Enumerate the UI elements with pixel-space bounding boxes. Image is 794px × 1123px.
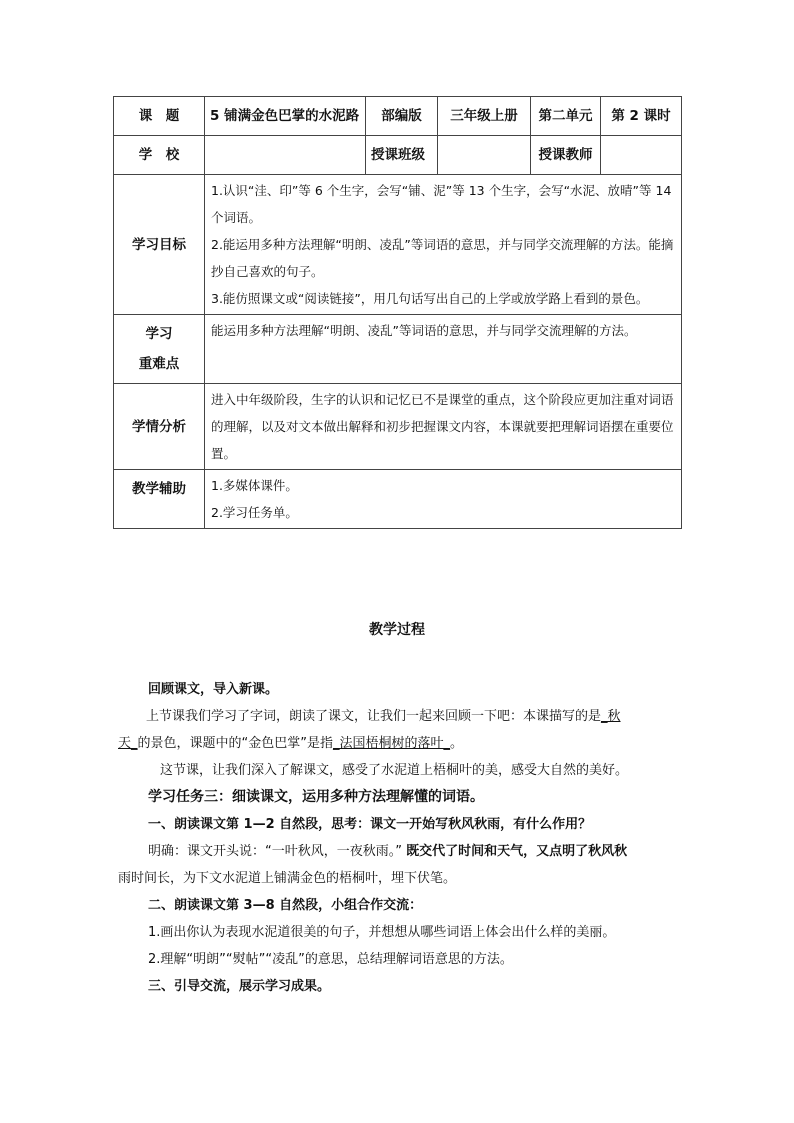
goal-item: 1.认识“洼、印”等 6 个生字，会写“铺、泥”等 13 个生字，会写“水泥、放晴”等 14 个词语。 xyxy=(211,183,672,225)
table-row xyxy=(114,315,682,384)
review-paragraph-cont xyxy=(118,730,684,757)
answer-text-a: 明确：课文开头说：“一叶秋风，一夜秋雨。” xyxy=(148,844,402,859)
school-label: 学 校 xyxy=(114,136,205,175)
question-1-answer-cont: 雨时间长，为下文水泥道上铺满金色的梧桐叶，埋下伏笔。 xyxy=(118,871,457,886)
question-1: 一、朗读课文第 1—2 自然段，思考：课文一开始写秋风秋雨，有什么作用？ xyxy=(148,817,592,832)
difficulty-label xyxy=(114,315,205,384)
table-row xyxy=(114,175,682,315)
aids-content xyxy=(205,470,682,529)
review-paragraph-2: 这节课，让我们深入了解课文，感受了水泥道上梧桐叶的美，感受大自然的美好。 xyxy=(160,763,629,778)
class-label: 授课班级 xyxy=(366,136,438,175)
aid-item: 2.学习任务单。 xyxy=(211,505,298,520)
difficulty-content: 能运用多种方法理解“明朗、凌乱”等词语的意思，并与同学交流理解的方法。 xyxy=(205,315,682,384)
question-2-item: 1.画出你认为表现水泥道很美的句子，并想想从哪些词语上体会出什么样的美丽。 xyxy=(148,925,616,940)
table-row xyxy=(114,97,682,136)
answer-text-b: 既交代了时间和天气，又点明了秋风秋 xyxy=(406,844,628,859)
review-paragraph xyxy=(118,703,684,730)
grade: 三年级上册 xyxy=(438,97,531,136)
teacher-value xyxy=(601,136,682,175)
difficulty-label-line-2: 重难点 xyxy=(138,356,180,372)
table-row xyxy=(114,470,682,529)
aids-label: 教学辅助 xyxy=(114,470,205,529)
unit: 第二单元 xyxy=(531,97,601,136)
question-2: 二、朗读课文第 3—8 自然段，小组合作交流： xyxy=(148,898,423,913)
analysis-label: 学情分析 xyxy=(114,384,205,470)
table-row xyxy=(114,384,682,470)
aid-item: 1.多媒体课件。 xyxy=(211,478,298,493)
goals-label: 学习目标 xyxy=(114,175,205,315)
school-value xyxy=(205,136,366,175)
goal-item: 3.能仿照课文或“阅读链接”，用几句话写出自己的上学或放学路上看到的景色。 xyxy=(211,291,649,306)
review-text-end: 。 xyxy=(450,736,464,751)
question-1-answer xyxy=(118,838,684,865)
goals-content xyxy=(205,175,682,315)
table-row xyxy=(114,136,682,175)
answer-blank-leaves: _法国梧桐树的落叶_ xyxy=(333,736,451,751)
lesson-info-table xyxy=(113,96,682,529)
review-text-a: 上节课我们学习了字词，朗读了课文，让我们一起来回顾一下吧：本课描写的是 xyxy=(146,709,602,724)
class-value xyxy=(438,136,531,175)
teacher-label: 授课教师 xyxy=(531,136,601,175)
period: 第 2 课时 xyxy=(601,97,682,136)
question-3: 三、引导交流，展示学习成果。 xyxy=(148,979,331,994)
review-heading: 回顾课文，导入新课。 xyxy=(148,682,279,697)
task3-heading: 学习任务三：细读课文，运用多种方法理解懂的词语。 xyxy=(148,789,484,805)
process-title: 教学过程 xyxy=(369,622,425,638)
edition: 部编版 xyxy=(366,97,438,136)
answer-blank-season: _秋 xyxy=(601,709,621,724)
goal-item: 2.能运用多种方法理解“明朗、凌乱”等词语的意思，并与同学交流理解的方法。能摘抄自己喜欢的句子。 xyxy=(211,237,674,279)
question-2-item: 2.理解“明朗”“熨帖”“凌乱”的意思，总结理解词语意思的方法。 xyxy=(148,952,513,967)
difficulty-label-line-1: 学习 xyxy=(145,326,173,342)
lesson-title: 5 铺满金色巴掌的水泥路 xyxy=(205,97,366,136)
answer-blank-season-cont: 天_ xyxy=(118,736,138,751)
analysis-content: 进入中年级阶段，生字的认识和记忆已不是课堂的重点，这个阶段应更加注重对词语的理解，以及对文本做出解释和初步把握课文内容，本课就要把理解词语摆在重要位置。 xyxy=(205,384,682,470)
review-text-c: 的景色，课题中的“金色巴掌”是指 xyxy=(137,736,333,751)
process-body xyxy=(118,676,684,1000)
subject-label: 课 题 xyxy=(114,97,205,136)
